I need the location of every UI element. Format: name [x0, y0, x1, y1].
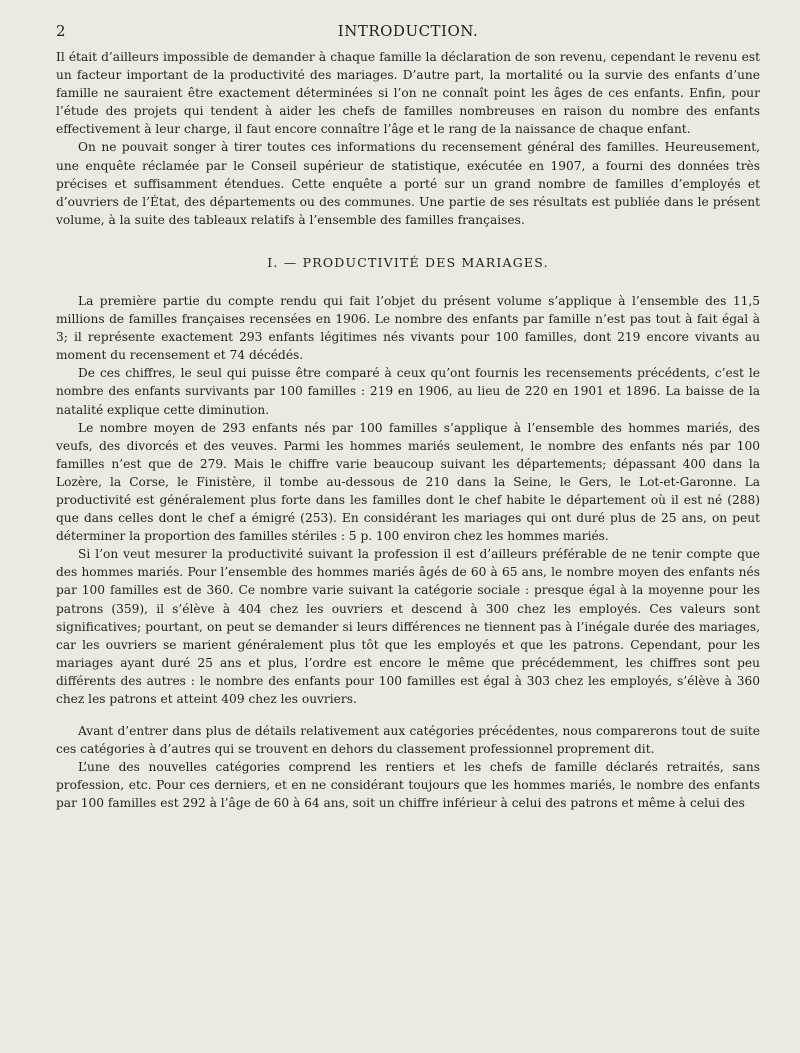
paragraph: L’une des nouvelles catégories comprend les rentiers et les chefs de famille déclarés retraités, sans profession, etc. Pour ces derniers, et en ne considérant toujours que les hommes mariés, le nombre des enfants par 100 familles est 292 à l’âge de 60 à 64 ans, soit un chiffre inférieur à celui des patrons et même à celui des	[56, 760, 760, 811]
introduction-text	[56, 48, 760, 229]
section-text	[56, 292, 760, 813]
paragraph: La première partie du compte rendu qui fait l’objet du présent volume s’applique à l’ensemble des 11,5 millions de familles françaises recensées en 1906. Le nombre des enfants par famille n’est pas tout à fait égal à 3; il représente exactement 293 enfants légitimes nés vivants pour 100 familles, dont 219 encore vivants au moment du recensement et 74 décédés.	[56, 293, 760, 363]
paragraph: Il était d’ailleurs impossible de demander à chaque famille la déclaration de son revenu, cependant le revenu est un facteur important de la productivité des mariages. D’autre part, la mortalité ou la survie des enfants d’une famille ne sauraient être exactement déterminées si l’on ne connaît point les âges de ces enfants. Enfin, pour l’étude des projets qui tendent à aider les chefs de familles nombreuses en raison du nombre des enfants effectivement à leur charge, il faut encore connaître l’âge et le rang de la naissance de chaque enfant.	[56, 50, 760, 137]
page-number: 2	[56, 22, 67, 40]
paragraph: Avant d’entrer dans plus de détails relativement aux catégories précédentes, nous comparerons tout de suite ces catégories à d’autres qui se trouvent en dehors du classement professionnel proprement dit.	[56, 724, 760, 757]
paragraph: On ne pouvait songer à tirer toutes ces informations du recensement général des familles. Heureusement, une enquête réclamée par le Conseil supérieur de statistique, exécutée en 1907, a fourni des données très précises et suffisamment étendues. Cette enquête a porté sur un grand nombre de familles d’employés et d’ouvriers de l’État, des départements ou des communes. Une partie de ses résultats est publiée dans le présent volume, à la suite des tableaux relatifs à l’ensemble des familles françaises.	[56, 140, 760, 227]
book-page	[0, 18, 800, 1053]
section-heading: I. — PRODUCTIVITÉ DES MARIAGES.	[267, 254, 549, 270]
running-title: INTRODUCTION.	[337, 22, 479, 40]
paragraph: De ces chiffres, le seul qui puisse être comparé à ceux qu’ont fournis les recensements précédents, c’est le nombre des enfants survivants par 100 familles : 219 en 1906, au lieu de 220 en 1901 et 1896. La baisse de la natalité explique cette diminution.	[56, 366, 760, 417]
paragraph: Si l’on veut mesurer la productivité suivant la profession il est d’ailleurs préférable de ne tenir compte que des hommes mariés. Pour l’ensemble des hommes mariés âgés de 60 à 65 ans, le nombre moyen des enfants nés par 100 familles est de 360. Ce nombre varie suivant la catégorie sociale : presque égal à la moyenne pour les patrons (359), il s’élève à 404 chez les ouvriers et descend à 300 chez les employés. Ces valeurs sont significatives; pourtant, on peut se demander si leurs différences ne tiennent pas à l’inégale durée des mariages, car les ouvriers se marient généralement plus tôt que les employés et que les patrons. Cependant, pour les mariages ayant duré 25 ans et plus, l’ordre est encore le même que précédemment, les chiffres sont peu différents des autres : le nombre des enfants pour 100 familles est égal à 303 chez les employés, s’élève à 360 chez les patrons et atteint 409 chez les ouvriers.	[56, 547, 760, 706]
page-header	[56, 18, 760, 48]
paragraph: Le nombre moyen de 293 enfants nés par 100 familles s’applique à l’ensemble des hommes mariés, des veufs, des divorcés et des veuves. Parmi les hommes mariés seulement, le nombre des enfants nés par 100 familles n’est que de 279. Mais le chiffre varie beaucoup suivant les départements; dépassant 400 dans la Lozère, la Corse, le Finistère, il tombe au-dessous de 210 dans la Seine, le Gers, le Lot-et-Garonne. La productivité est généralement plus forte dans les familles dont le chef habite le département où il est né (288) que dans celles dont le chef a émigré (253). En considérant les mariages qui ont duré plus de 25 ans, on peut déterminer la proportion des familles stériles : 5 p. 100 environ chez les hommes mariés.	[56, 420, 760, 544]
